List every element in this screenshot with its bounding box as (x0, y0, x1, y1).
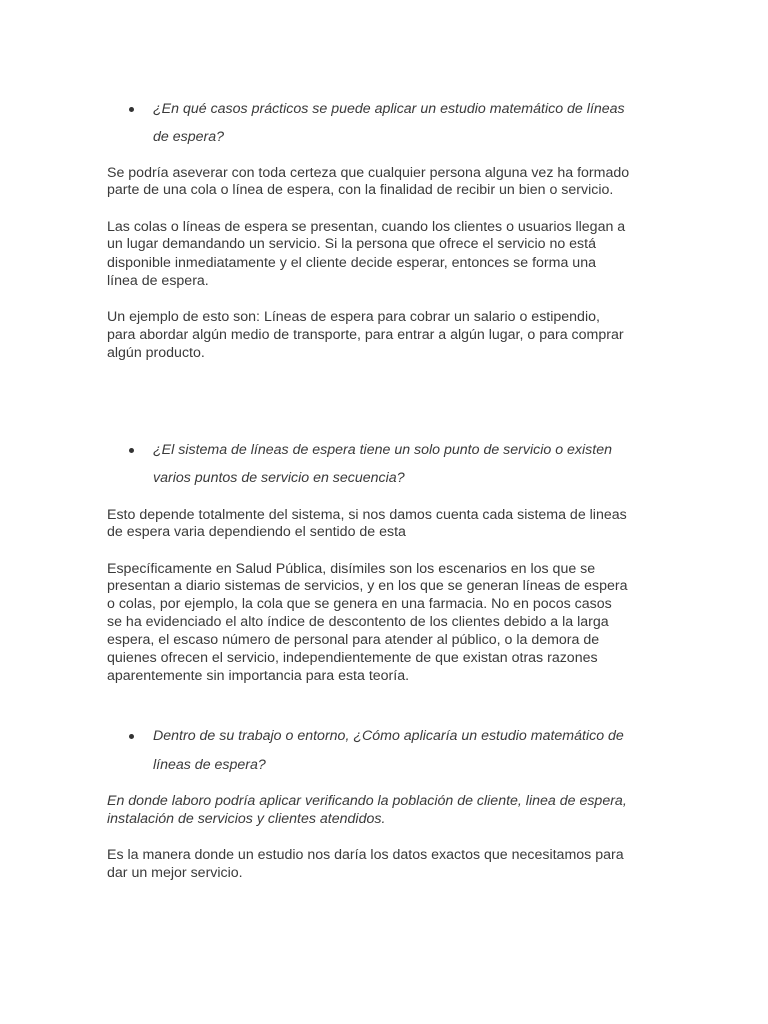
question-1-line-2: de espera? (153, 129, 224, 145)
bullet-icon (129, 448, 134, 453)
paragraph-2-line-2: un lugar demandando un servicio. Si la persona que ofrece el servicio no está (107, 236, 596, 252)
paragraph-7-line-2: dar un mejor servicio. (107, 865, 243, 881)
paragraph-5-line-4: se ha evidenciado el alto índice de descontento de los clientes debido a la larga (107, 614, 609, 630)
question-1-line-1: ¿En qué casos prácticos se puede aplicar un estudio matemático de líneas (153, 101, 625, 117)
paragraph-1-line-1: Se podría aseverar con toda certeza que cualquier persona alguna vez ha formado (107, 165, 630, 181)
paragraph-3-line-2: para abordar algún medio de transporte, para entrar a algún lugar, o para comprar (107, 327, 624, 343)
paragraph-5-line-3: o colas, por ejemplo, la cola que se genera en una farmacia. No en pocos casos (107, 596, 612, 612)
question-2-line-2: varios puntos de servicio en secuencia? (153, 470, 405, 486)
paragraph-2-line-1: Las colas o líneas de espera se presentan, cuando los clientes o usuarios llegan a (107, 219, 626, 235)
paragraph-5-line-5: espera, el escaso número de personal para atender al público, o la demora de (107, 632, 600, 648)
paragraph-6-line-1: En donde laboro podría aplicar verificando la población de cliente, linea de espera, (107, 793, 627, 809)
paragraph-7-line-1: Es la manera donde un estudio nos daría los datos exactos que necesitamos para (107, 847, 624, 863)
paragraph-1-line-2: parte de una cola o línea de espera, con la finalidad de recibir un bien o servicio. (107, 182, 614, 198)
paragraph-4-line-1: Esto depende totalmente del sistema, si nos damos cuenta cada sistema de lineas (107, 507, 627, 523)
paragraph-5-line-1: Específicamente en Salud Pública, disímiles son los escenarios en los que se (107, 561, 596, 577)
question-3-line-1: Dentro de su trabajo o entorno, ¿Cómo aplicaría un estudio matemático de (153, 728, 624, 744)
paragraph-5-line-7: aparentemente sin importancia para esta teoría. (107, 668, 410, 684)
paragraph-3-line-3: algún producto. (107, 345, 205, 361)
paragraph-5-line-2: presentan a diario sistemas de servicios, y en los que se generan líneas de espera (107, 578, 628, 594)
question-2-line-1: ¿El sistema de líneas de espera tiene un solo punto de servicio o existen (153, 442, 612, 458)
paragraph-4-line-2: de espera varia dependiendo el sentido de esta (107, 524, 406, 540)
paragraph-3-line-1: Un ejemplo de esto son: Líneas de espera para cobrar un salario o estipendio, (107, 309, 600, 325)
paragraph-2-line-3: disponible inmediatamente y el cliente decide esperar, entonces se forma una (107, 255, 596, 271)
paragraph-6-line-2: instalación de servicios y clientes atendidos. (107, 811, 386, 827)
question-3-line-2: líneas de espera? (153, 757, 266, 773)
bullet-icon (129, 734, 134, 739)
paragraph-5-line-6: quienes ofrecen el servicio, independientemente de que existan otras razones (107, 650, 598, 666)
bullet-icon (129, 107, 134, 112)
paragraph-2-line-4: línea de espera. (107, 273, 209, 289)
